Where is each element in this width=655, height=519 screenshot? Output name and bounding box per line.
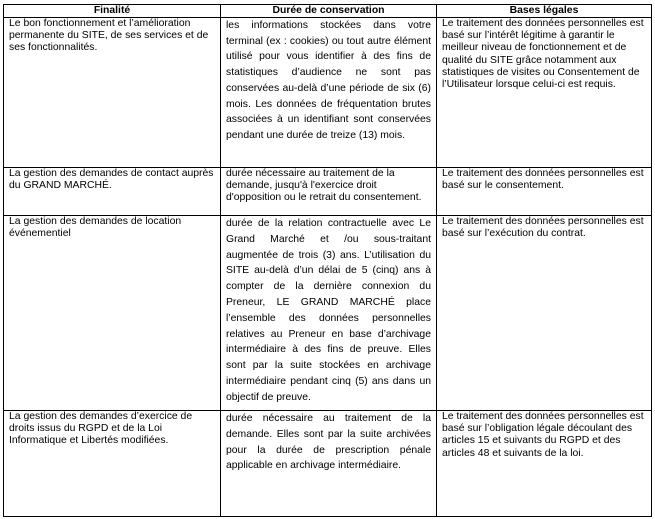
table-header-row <box>4 5 652 18</box>
cell-duree: durée nécessaire au traitement de la demande, jusqu'à l'exercice droit d'opposition ou le retrait du consentement. <box>221 168 437 216</box>
cell-bases: Le traitement des données personnelles est basé sur l’obligation légale découlant des articles 15 et suivants du RGPD et des articles 48 et suivants de la loi. <box>437 411 652 517</box>
cell-finalite: Le bon fonctionnement et l’amélioration permanente du SITE, de ses services et de ses fonctionnalités. <box>4 18 221 168</box>
table-row <box>4 216 652 411</box>
cell-duree: durée de la relation contractuelle avec Le Grand Marché et /ou sous-traitant augmentée de trois (3) ans. L’utilisation du SITE au-delà d’un délai de 5 (cinq) ans à compter de la dernière connexion du Preneur, LE GRAND MARCHÉ place l’ensemble des données personnelles relatives au Preneur en base d’archivage intermédiaire à des fins de preuve. Elles sont par la suite stockées en archivage intermédiaire pendant cinq (5) ans dans un objectif de preuve. <box>221 216 437 411</box>
table-row <box>4 168 652 216</box>
cell-bases: Le traitement des données personnelles est basé sur le consentement. <box>437 168 652 216</box>
header-bases: Bases légales <box>437 5 652 18</box>
cell-duree: les informations stockées dans votre terminal (ex : cookies) ou tout autre élément utilisé pour vous identifier à des fins de statistiques d’audience ne sont pas conservées au-delà d’une période de six (6) mois. Les données de fréquentation brutes associées à un identifiant sont conservées pendant une durée de treize (13) mois. <box>221 18 437 168</box>
table-row <box>4 411 652 517</box>
cell-finalite: La gestion des demandes de location événementiel <box>4 216 221 411</box>
cell-finalite: La gestion des demandes d’exercice de droits issus du RGPD et de la Loi Informatique et Libertés modifiées. <box>4 411 221 517</box>
table-row <box>4 18 652 168</box>
data-retention-table <box>3 4 652 517</box>
header-duree: Durée de conservation <box>221 5 437 18</box>
cell-bases: Le traitement des données personnelles est basé sur l’intérêt légitime à garantir le meilleur niveau de fonctionnement et de qualité du SITE grâce notamment aux statistiques de visites ou Consentement de l’Utilisateur lorsque celui-ci est requis. <box>437 18 652 168</box>
cell-finalite: La gestion des demandes de contact auprès du GRAND MARCHÉ. <box>4 168 221 216</box>
cell-bases: Le traitement des données personnelles est basé sur l’exécution du contrat. <box>437 216 652 411</box>
header-finalite: Finalité <box>4 5 221 18</box>
cell-duree: durée nécessaire au traitement de la demande. Elles sont par la suite archivées pour la durée de prescription pénale applicable en archivage intermédiaire. <box>221 411 437 517</box>
